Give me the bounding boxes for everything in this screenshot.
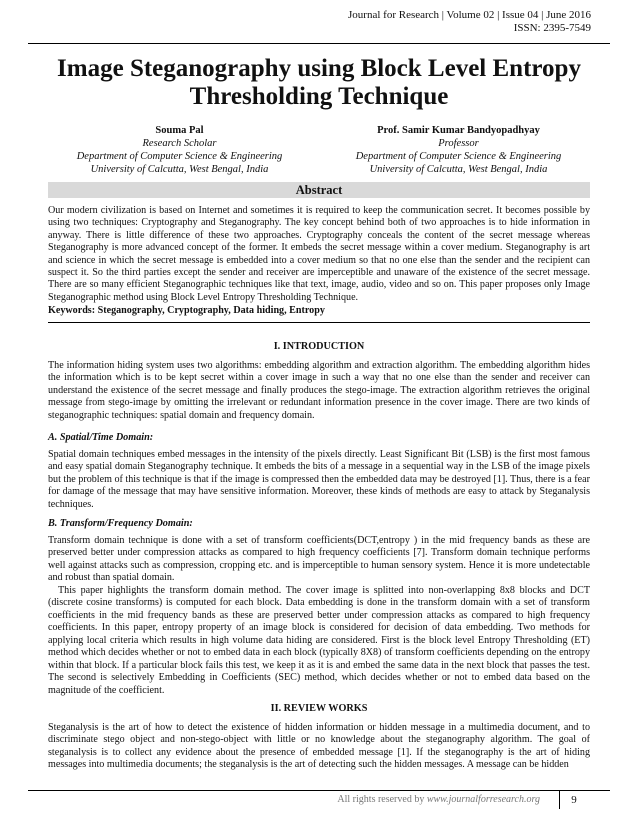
author-block (40, 124, 598, 176)
paper-title (28, 55, 610, 111)
journal-header (348, 9, 591, 35)
author-university: University of Calcutta, West Bengal, India (90, 164, 269, 175)
transform-paragraph-1: Transform domain technique is done with a set of transform coefficients(DCT,entropy ) in the mid frequency bands as these are preserved better under compression attacks as compared to high frequency coefficients [7]. Transform domain technique performs well against attacks such as compression, cropping etc. and is imperceptible to human sensory system. Hence it is more undetectable and robust than spatial domain. (48, 535, 590, 584)
author-university: University of Calcutta, West Bengal, India (369, 164, 548, 175)
subsection-heading-spatial: A. Spatial/Time Domain: (48, 432, 154, 443)
transform-paragraph-2: This paper highlights the transform domain method. The cover image is splitted into non-overlapping 8x8 blocks and DCT (discrete cosine transforms) is computed for each block. Data embedding is done in the transform domain with a set of transform coefficients in the mid frequency bands as these are preserved better under compression attacks as compared to high frequency coefficients. In this paper, entropy property of an image block is considered for decision of data embedding. Two methods for applying local criteria which results in high volume data hiding are considered. First is the block level Entropy Thresholding (ET) method which decides whether or not to embed data in each block (typically 8X8) of transform coefficients depending on the entropy within that block. If a particular block fails this test, we keep it as it is and embed the same data in the next block that passes the test. The second is selectively Embedding in Coefficients (SEC) method, which decides whether or not to embed data based on the magnitude of the coefficient. (48, 585, 590, 696)
author-department: Department of Computer Science & Engineering (355, 151, 562, 162)
page-footer (28, 794, 610, 808)
header-divider (28, 43, 610, 44)
author-role: Research Scholar (142, 138, 217, 149)
keywords: Keywords: Steganography, Cryptography, Data hiding, Entropy (48, 305, 325, 316)
author-name: Prof. Samir Kumar Bandyopadhyay (377, 125, 540, 136)
footer-rights: All rights reserved by (337, 794, 427, 805)
section-heading-review: II. REVIEW WORKS (270, 703, 368, 714)
author-1 (40, 124, 319, 176)
author-2 (319, 124, 598, 176)
author-role: Professor (438, 138, 479, 149)
title-line-2: Thresholding Technique (189, 83, 449, 110)
abstract-heading: Abstract (48, 182, 590, 198)
journal-info: Journal for Research | Volume 02 | Issue 04 | June 2016 (348, 9, 591, 21)
review-paragraph: Steganalysis is the art of how to detect the existence of hidden information or hidden message in a multimedia document, and to discriminate stego object and non-stego-object with little or no knowledge about the steganography algorithm. The goal of steganalysis is to collect any evidence about the presence of embedded message [1]. If the steganography is the art of hiding messages into multimedia documents; the steganalysis is the art of detecting such the hidden messages. A message can be hidden (48, 722, 590, 771)
intro-paragraph: The information hiding system uses two algorithms: embedding algorithm and extraction algorithm. The embedding algorithm hides the information which is to be kept secret within a cover image in such a way that no one else than the sender and receiver can understand the existence of the secret message and finally produces the stego-image. The extraction algorithm retrieves the original message from stego-image by omitting the irrelevant or redundant information presence in the cover image. There are two kinds of steganographic techniques: spatial domain and frequency domain. (48, 360, 590, 421)
abstract-divider (48, 322, 590, 323)
abstract-text: Our modern civilization is based on Internet and sometimes it is required to keep the communication secret. It becomes possible by using two techniques: Cryptography and Steganography. The key concept behind both of two approaches is to hide information in anyway. There is little difference of these two approaches. Cryptography conceals the content of the secret message whereas Steganography is more advanced concept of the former. It embeds the secret message within a cover medium. Steganography is art and science in which the secret message is embedded into a cover medium so that no one else than the sender and the recipient can suspect it. So the third parties except the sender and receiver are imperceptible and unaware of the existence of the secret message. There are so many efficient Steganographic techniques like that text, image, audio, video and so on. This paper proposes only Image Steganographic method using Block Level Entropy Thresholding Technique. (48, 205, 590, 303)
author-department: Department of Computer Science & Engineering (76, 151, 283, 162)
footer-site-link[interactable]: www.journalforresearch.org (426, 794, 540, 805)
issn: ISSN: 2395-7549 (513, 22, 591, 34)
spatial-paragraph: Spatial domain techniques embed messages in the intensity of the pixels directly. Least Significant Bit (LSB) is the first most famous and easy spatial domain Steganography technique. It embeds the bits of a message in a sequential way in the LSB of the image pixels but the problem of this technique is that if the image is compressed then the embedded data may be destroyed [1]. Thus, there is a fear for damage of the message that may have sensitive information. Moreover, these kinds of methods are easy to attack by Steganalysis techniques. (48, 449, 590, 510)
footer-copyright (337, 794, 540, 805)
subsection-heading-transform: B. Transform/Frequency Domain: (48, 518, 193, 529)
page-number: 9 (559, 791, 588, 809)
title-line-1: Image Steganography using Block Level Entropy (57, 55, 581, 82)
section-heading-introduction: I. INTRODUCTION (273, 341, 365, 352)
footer-divider (28, 790, 610, 791)
author-name: Souma Pal (155, 125, 204, 136)
